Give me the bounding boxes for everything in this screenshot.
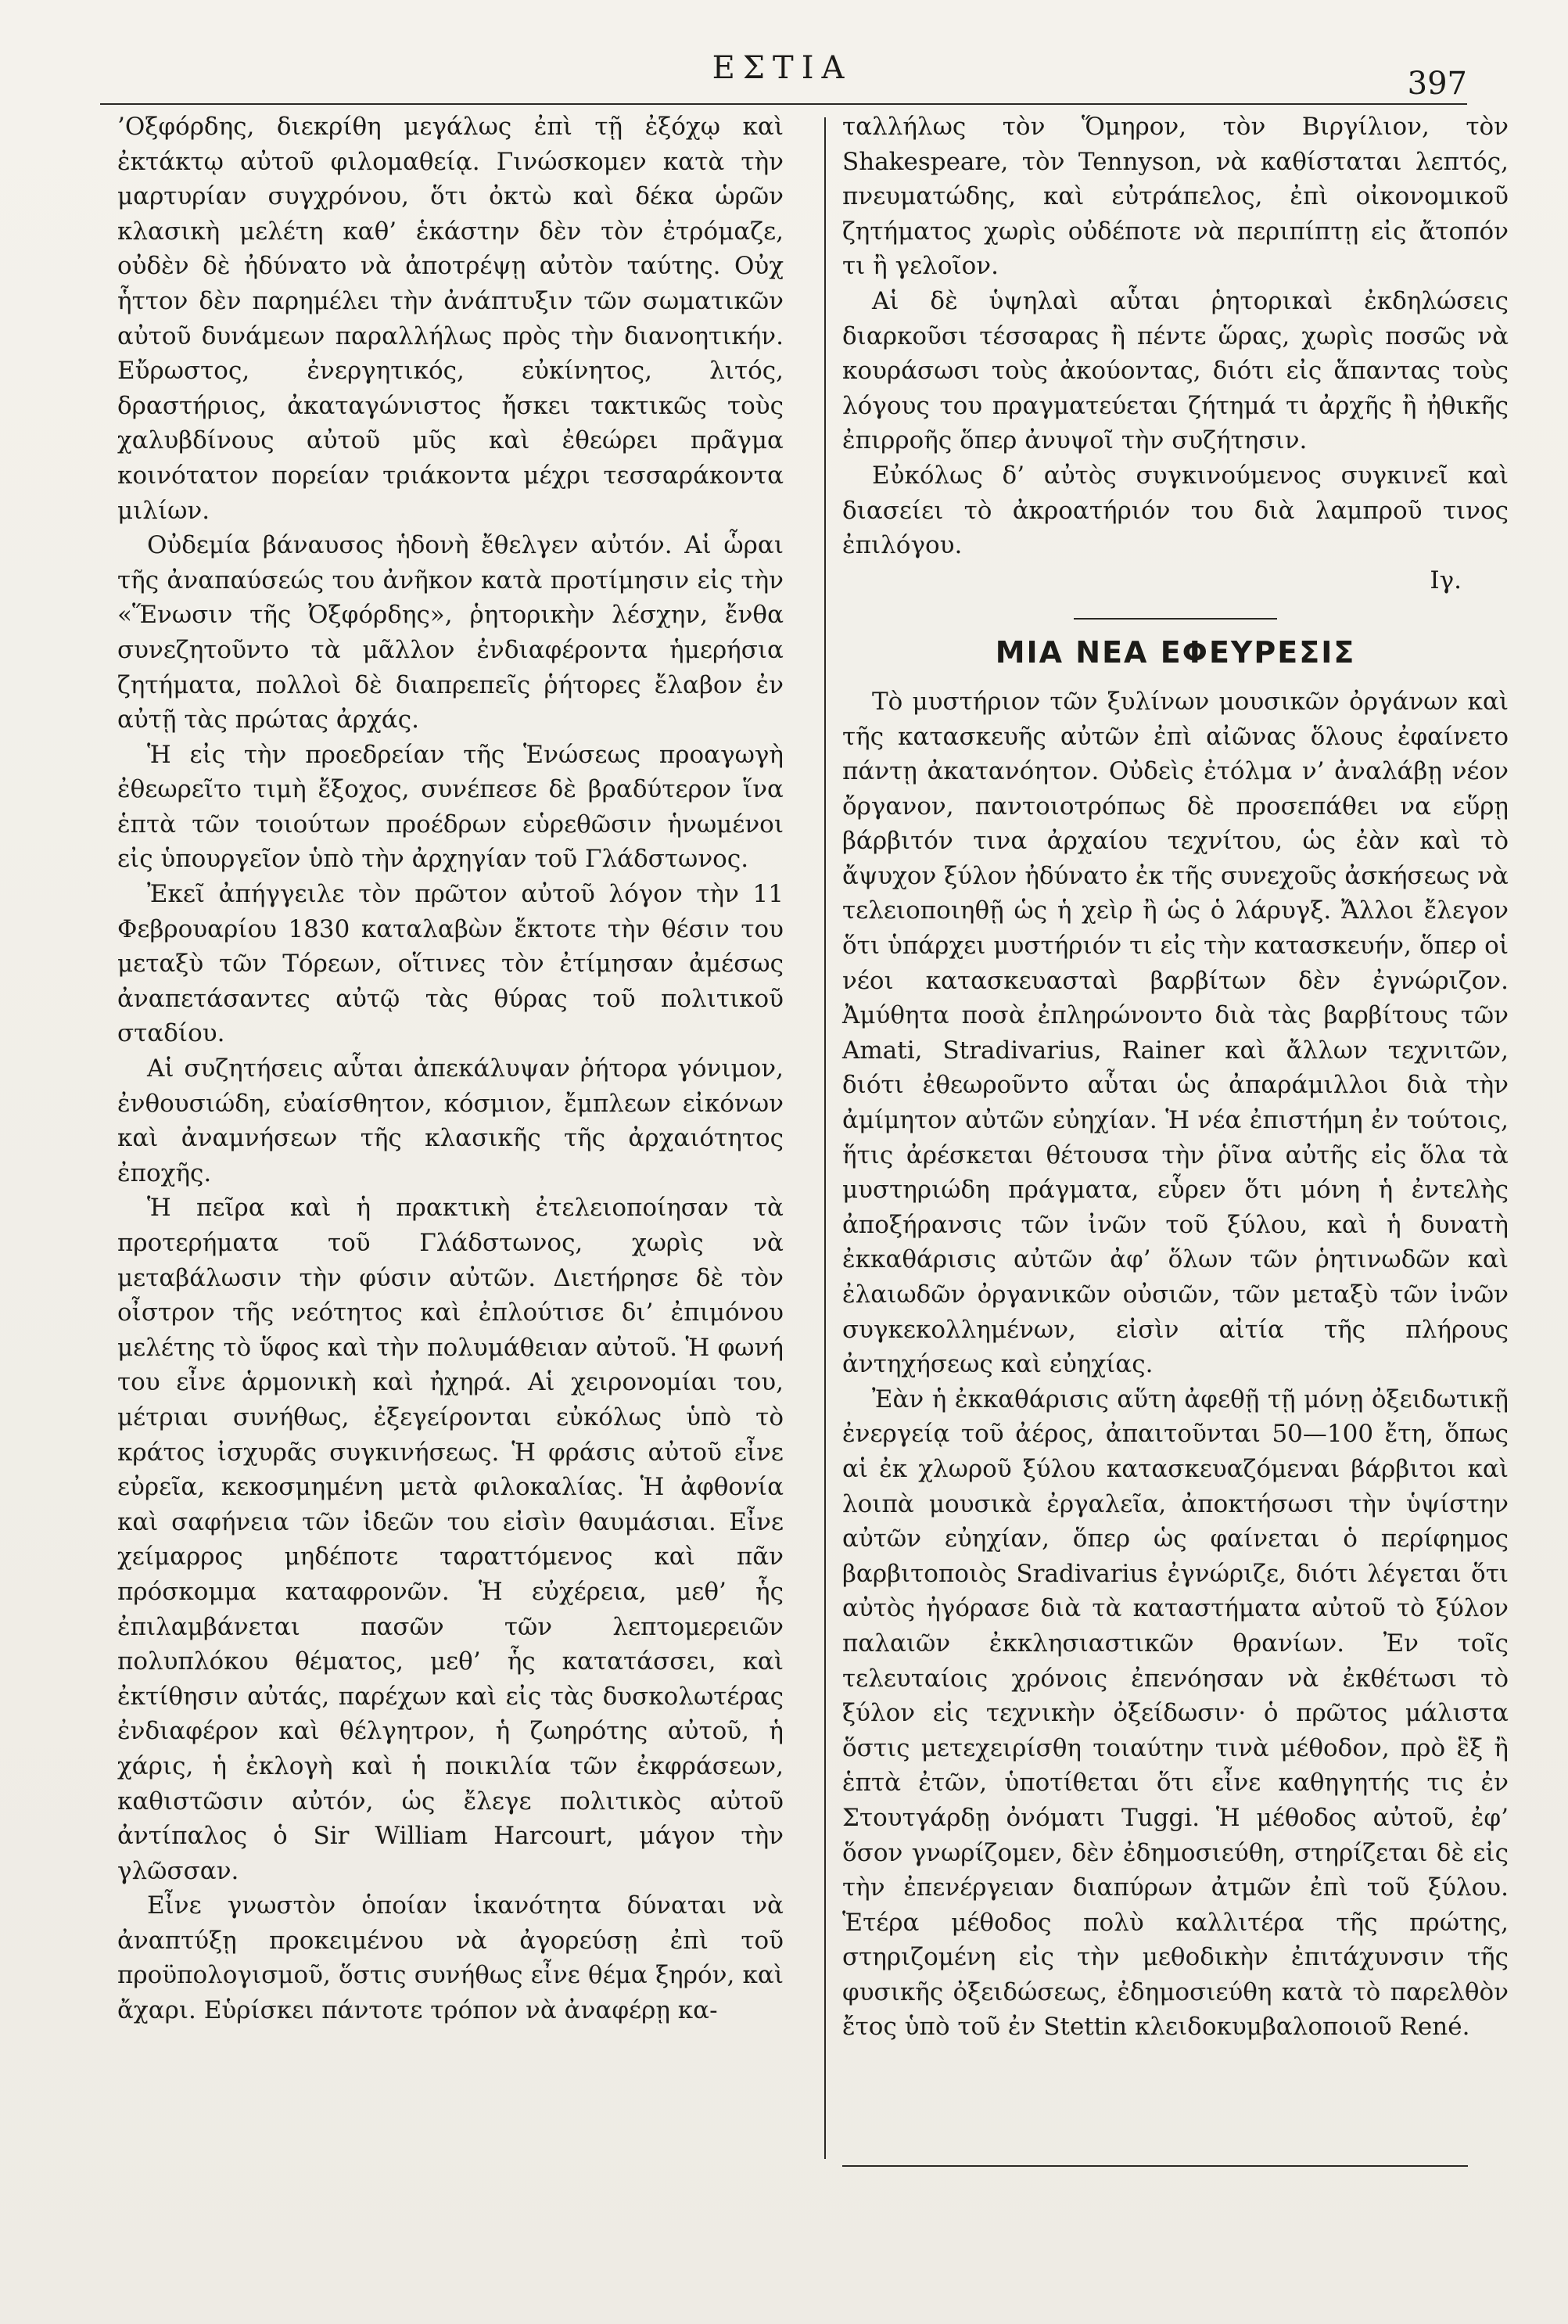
page-header: [94, 45, 1470, 108]
left-column: [117, 110, 784, 2028]
left-paragraph-1: ’Οξφόρδης, διεκρίθη μεγάλως ἐπὶ τῇ ἐξόχῳ καὶ ἐκτάκτῳ αὐτοῦ φιλομαθείᾳ. Γινώσκομεν κατὰ τὴν μαρτυρίαν συγχρόνου, ὅτι ὀκτὼ καὶ δέκα ὡρῶν κλασικὴ μελέτη καθ’ ἑκάστην δὲν τὸν ἐτρόμαζε, οὐδὲν δὲ ἠδύνατο νὰ ἀποτρέψῃ αὐτὸν ταύτης. Οὐχ ἧττον δὲν παρημέλει τὴν ἀνάπτυξιν τῶν σωματικῶν αὐτοῦ δυνάμεων παραλλήλως πρὸς τὴν διανοητικήν. Εὔρωστος, ἐνεργητικός, εὐκίνητος, λιτός, δραστήριος, ἀκαταγώνιστος ἤσκει τακτικῶς τοὺς χαλυβδίνους αὐτοῦ μῦς καὶ ἐθεώρει πρᾶγμα κοινότατον πορείαν τριάκοντα μέχρι τεσσαράκοντα μιλίων.: [117, 113, 784, 525]
author-signature: Ιγ.: [1430, 566, 1462, 594]
right-paragraph-3: Εὐκόλως δ’ αὐτὸς συγκινούμενος συγκινεῖ καὶ διασείει τὸ ἀκροατήριόν του διὰ λαμπροῦ τινος ἐπιλόγου.: [842, 461, 1509, 560]
left-paragraph-4: Ἐκεῖ ἀπήγγειλε τὸν πρῶτον αὐτοῦ λόγον τὴν 11 Φεβρουαρίου 1830 καταλαβὼν ἔκτοτε τὴν θέσιν του μεταξὺ τῶν Τόρεων, οἵτινες τὸν ἐτίμησαν ἀμέσως ἀναπετάσαντες αὐτῷ τὰς θύρας τοῦ πολιτικοῦ σταδίου.: [117, 880, 784, 1048]
page-number: 397: [1407, 66, 1467, 102]
left-paragraph-7: Εἶνε γνωστὸν ὁποίαν ἱκανότητα δύναται νὰ ἀναπτύξῃ προκειμένου νὰ ἀγορεύσῃ ἐπὶ τοῦ προϋπολογισμοῦ, ὅστις συνήθως εἶνε θέμα ξηρόν, καὶ ἄχαρι. Εὑρίσκει πάντοτε τρόπον νὰ ἀναφέρῃ κα-: [117, 1891, 784, 2025]
right-column: [842, 110, 1509, 2045]
section-divider: [1074, 618, 1277, 620]
article-paragraph-2: Ἐὰν ἡ ἐκκαθάρισις αὕτη ἀφεθῇ τῇ μόνῃ ὀξειδωτικῇ ἐνεργείᾳ τοῦ ἀέρος, ἀπαιτοῦνται 50—100 ἔτη, ὅπως αἱ ἐκ χλωροῦ ξύλου κατασκευαζόμεναι βάρβιτοι καὶ λοιπὰ μουσικὰ ἐργαλεῖα, ἀποκτήσωσι τὴν ὑψίστην αὐτῶν εὐηχίαν, ὅπερ ὡς φαίνεται ὁ περίφημος βαρβιτοποιὸς Sradivarius ἐγνώριζε, διότι λέγεται ὅτι αὐτὸς ἠγόρασε διὰ τὰ καταστήματα αὐτοῦ τὸ ξύλον παλαιῶν ἐκκλησιαστικῶν θρανίων. Ἐν τοῖς τελευταίοις χρόνοις ἐπενόησαν νὰ ἐκθέτωσι τὸ ξύλον εἰς τεχνικὴν ὀξείδωσιν· ὁ πρῶτος μάλιστα ὅστις μετεχειρίσθη τοιαύτην τινὰ μέθοδον, πρὸ ἓξ ἢ ἑπτὰ ἐτῶν, ὑποτίθεται ὅτι εἶνε καθηγητής τις ἐν Στουτγάρδῃ ὀνόματι Tuggi. Ἡ μέθοδος αὐτοῦ, ἐφ’ ὅσον γνωρίζομεν, δὲν ἐδημοσιεύθη, στηρίζεται δὲ εἰς τὴν ἐπενέργειαν διαπύρων ἀτμῶν ἐπὶ τοῦ ξύλου. Ἑτέρα μέθοδος πολὺ καλλιτέρα τῆς πρώτης, στηριζομένη εἰς τὴν μεθοδικὴν ἐπιτάχυνσιν τῆς φυσικῆς ὀξειδώσεως, ἐδημοσιεύθη κατὰ τὸ παρελθὸν ἔτος ὑπὸ τοῦ ἐν Stettin κλειδοκυμβαλοποιοῦ René.: [842, 1385, 1509, 2042]
bottom-rule: [842, 2165, 1468, 2167]
left-paragraph-5: Αἱ συζητήσεις αὗται ἀπεκάλυψαν ῥήτορα γόνιμον, ἐνθουσιώδη, εὐαίσθητον, κόσμιον, ἔμπλεων εἰκόνων καὶ ἀναμνήσεων τῆς κλασικῆς τῆς ἀρχαιότητος ἐποχῆς.: [117, 1054, 784, 1187]
left-paragraph-2: Οὐδεμία βάναυσος ἡδονὴ ἔθελγεν αὐτόν. Αἱ ὧραι τῆς ἀναπαύσεώς του ἀνῆκον κατὰ προτίμησιν εἰς τὴν «Ἕνωσιν τῆς Ὀξφόρδης», ῥητορικὴν λέσχην, ἔνθα συνεζητοῦντο τὰ μᾶλλον ἐνδιαφέροντα ἡμερήσια ζητήματα, πολλοὶ δὲ διαπρεπεῖς ῥήτορες ἔλαβον ἐν αὐτῇ τὰς πρώτας ἀρχάς.: [117, 531, 784, 735]
article-paragraph-1: Τὸ μυστήριον τῶν ξυλίνων μουσικῶν ὀργάνων καὶ τῆς κατασκευῆς αὐτῶν ἐπὶ αἰῶνας ὅλους ἐφαίνετο πάντῃ ἀκατανόητον. Οὐδεὶς ἐτόλμα ν’ ἀναλάβῃ νέον ὄργανον, παντοιοτρόπως δὲ προσεπάθει να εὕρῃ βάρβιτόν τινα ἀρχαίου τεχνίτου, ὡς ἐὰν καὶ τὸ ἄψυχον ξύλον ἠδύνατο ἐκ τῆς συνεχοῦς ἀσκήσεως νὰ τελειοποιηθῇ ὡς ἡ χεὶρ ἢ ὡς ὁ λάρυγξ. Ἄλλοι ἔλεγον ὅτι ὑπάρχει μυστήριόν τι εἰς τὴν κατασκευήν, ὅπερ οἱ νέοι κατασκευασταὶ βαρβίτων δὲν ἐγνώριζον. Ἀμύθητα ποσὰ ἐπληρώνοντο διὰ τὰς βαρβίτους τῶν Amati, Stradivarius, Rainer καὶ ἄλλων τεχνιτῶν, διότι ἐθεωροῦντο αὗται ὡς ἀπαράμιλλοι διὰ τὴν ἀμίμητον αὐτῶν εὐηχίαν. Ἡ νέα ἐπιστήμη ἐν τούτοις, ἥτις ἀρέσκεται θέτουσα τὴν ῥῖνα αὐτῆς εἰς ὅλα τὰ μυστηριώδη πράγματα, εὗρεν ὅτι μόνη ἡ ἐντελὴς ἀποξήρανσις τῶν ἰνῶν τοῦ ξύλου, καὶ ἡ δυνατὴ ἐκκαθάρισις αὐτῶν ἀφ’ ὅλων τῶν ῥητινωδῶν καὶ ἐλαιωδῶν ὀργανικῶν οὐσιῶν, τῶν μεταξὺ τῶν ἰνῶν συγκεκολλημένων, εἰσὶν αἰτία τῆς πλήρους ἀντηχήσεως καὶ εὐηχίας.: [842, 687, 1509, 1379]
column-divider: [824, 117, 826, 2159]
right-paragraph-2: Αἱ δὲ ὑψηλαὶ αὗται ῥητορικαὶ ἐκδηλώσεις διαρκοῦσι τέσσαρας ἢ πέντε ὥρας, χωρὶς ποσῶς νὰ κουράσωσι τοὺς ἀκούοντας, διότι εἰς ἅπαντας τοὺς λόγους του πραγματεύεται ζήτημά τι ἀρχῆς ἢ ἠθικῆς ἐπιρροῆς ὅπερ ἀνυψοῖ τὴν συζήτησιν.: [842, 286, 1509, 455]
right-paragraph-1: ταλλήλως τὸν Ὅμηρον, τὸν Βιργίλιον, τὸν Shakespeare, τὸν Tennyson, νὰ καθίσταται λεπτός, πνευματώδης, καὶ εὐτράπελος, ἐπὶ οἰκονομικοῦ ζητήματος χωρὶς οὐδέποτε νὰ περιπίπτῃ εἰς ἄτοπόν τι ἢ γελοῖον.: [842, 113, 1509, 281]
running-title: ΕΣΤΙΑ: [712, 50, 852, 86]
left-paragraph-3: Ἡ εἰς τὴν προεδρείαν τῆς Ἑνώσεως προαγωγὴ ἐθεωρεῖτο τιμὴ ἔξοχος, συνέπεσε δὲ βραδύτερον ἵνα ἑπτὰ τῶν τοιούτων προέδρων εὑρεθῶσιν ἡνωμένοι εἰς ὑπουργεῖον ὑπὸ τὴν ἀρχηγίαν τοῦ Γλάδστωνος.: [117, 740, 784, 874]
article-title: ΜΙΑ ΝΕΑ ΕΦΕΥΡΕΣΙΣ: [995, 635, 1356, 670]
header-rule: [100, 103, 1467, 105]
left-paragraph-6: Ἡ πεῖρα καὶ ἡ πρακτικὴ ἐτελειοποίησαν τὰ προτερήματα τοῦ Γλάδστωνος, χωρὶς νὰ μεταβάλωσιν τὴν φύσιν αὐτῶν. Διετήρησε δὲ τὸν οἶστρον τῆς νεότητος καὶ ἐπλούτισε δι’ ἐπιμόνου μελέτης τὸ ὕφος καὶ τὴν πολυμάθειαν αὐτοῦ. Ἡ φωνή του εἶνε ἁρμονικὴ καὶ ἠχηρά. Αἱ χειρονομίαι του, μέτριαι συνήθως, ἐξεγείρονται εὐκόλως ὑπὸ τὸ κράτος ἰσχυρᾶς συγκινήσεως. Ἡ φράσις αὐτοῦ εἶνε εὐρεῖα, κεκοσμημένη μετὰ φιλοκαλίας. Ἡ ἀφθονία καὶ σαφήνεια τῶν ἰδεῶν του εἰσὶν θαυμάσιαι. Εἶνε χείμαρρος μηδέποτε ταραττόμενος καὶ πᾶν πρόσκομμα καταφρονῶν. Ἡ εὐχέρεια, μεθ’ ἧς ἐπιλαμβάνεται πασῶν τῶν λεπτομερειῶν πολυπλόκου θέματος, μεθ’ ἧς κατατάσσει, καὶ ἐκτίθησιν αὐτάς, παρέχων καὶ εἰς τὰς δυσκολωτέρας ἐνδιαφέρον καὶ θέλγητρον, ἡ ζωηρότης αὐτοῦ, ἡ χάρις, ἡ ἐκλογὴ καὶ ἡ ποικιλία τῶν ἐκφράσεων, καθιστῶσιν αὐτόν, ὡς ἔλεγε πολιτικὸς αὐτοῦ ἀντίπαλος ὁ Sir William Harcourt, μάγον τὴν γλῶσσαν.: [117, 1194, 784, 1885]
